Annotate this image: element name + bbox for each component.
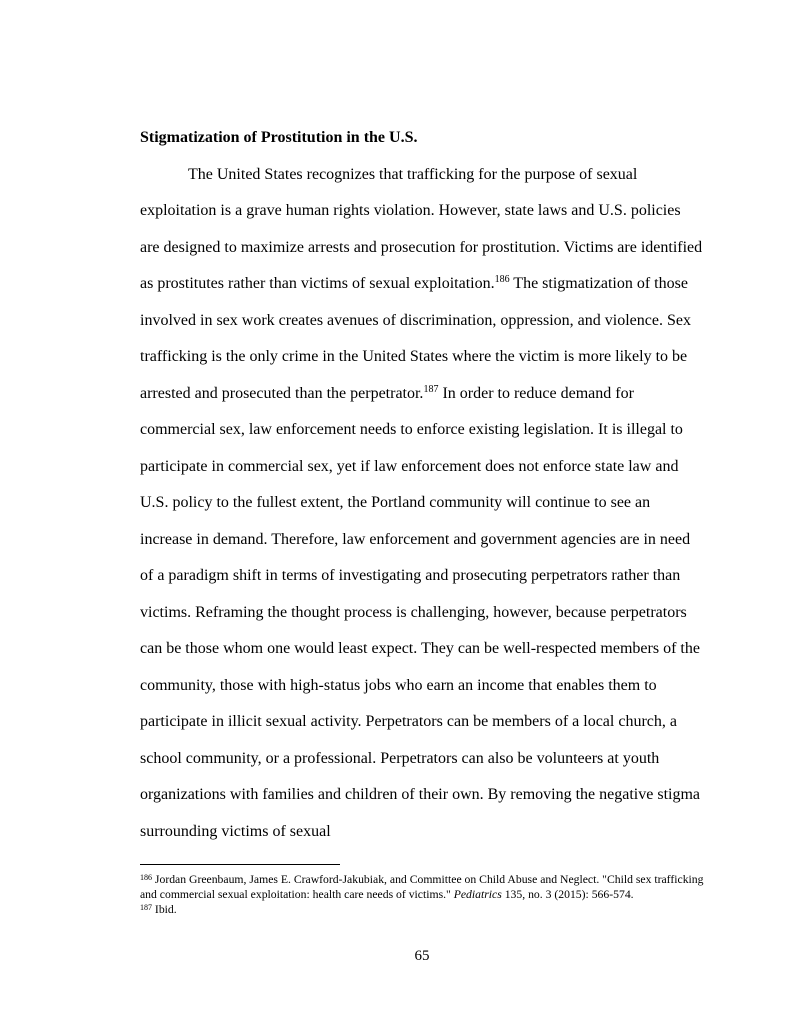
text-column <box>140 120 704 850</box>
footnote-186 <box>140 872 704 902</box>
footnote-text: Ibid. <box>152 903 177 917</box>
section-heading: Stigmatization of Prostitution in the U.S. <box>140 129 418 146</box>
footnote-area <box>140 864 704 918</box>
body-text-segment: The United States recognizes that trafficking for the purpose of sexual exploitation is a grave human rights violation. However, state laws and U.S. policies are designed to maximize arrests and prosecution for prostitution. Victims are identified as prostitutes rather than victims of sexual exploitation. <box>140 165 703 292</box>
footnote-journal-title: Pediatrics <box>453 888 502 902</box>
footnote-reference-187: 187 <box>423 383 439 395</box>
footnote-reference-186: 186 <box>494 274 510 285</box>
footnote-187 <box>140 902 704 917</box>
footnote-marker-187: 187 <box>140 903 152 913</box>
page-number: 65 <box>414 948 430 964</box>
footnote-marker-186: 186 <box>140 873 152 882</box>
footnote-separator-rule <box>140 864 340 865</box>
body-paragraph <box>140 157 704 851</box>
body-text-segment: The stigmatization of those involved in sex work creates avenues of discrimination, oppression, and violence. Sex trafficking is the only crime in the United States where the victim is more likely to be arrested and prosecuted than the perpetrator. <box>140 275 691 402</box>
body-text-segment: In order to reduce demand for commercial sex, law enforcement needs to enforce existing legislation. It is illegal to participate in commercial sex, yet if law enforcement does not enforce state law and U.S. policy to the fullest extent, the Portland community will continue to see an increase in demand. Therefore, law enforcement and government agencies are in need of a paradigm shift in terms of investigating and prosecuting perpetrators rather than victims. Reframing the thought process is challenging, however, because perpetrators can be those whom one would least expect. They can be well-respected members of the community, those with high-status jobs who earn an income that enables them to participate in illicit sexual activity. Perpetrators can be members of a local church, a school community, or a professional. Perpetrators can also be volunteers at youth organizations with families and children of their own. By removing the negative stigma surrounding victims of sexual <box>140 384 701 840</box>
footnote-text: Jordan Greenbaum, James E. Crawford-Jakubiak, and Committee on Child Abuse and Neglect. "Child sex trafficking and commercial sexual exploitation: health care needs of victims." <box>140 873 704 902</box>
footnote-text: 135, no. 3 (2015): 566-574. <box>501 888 634 902</box>
